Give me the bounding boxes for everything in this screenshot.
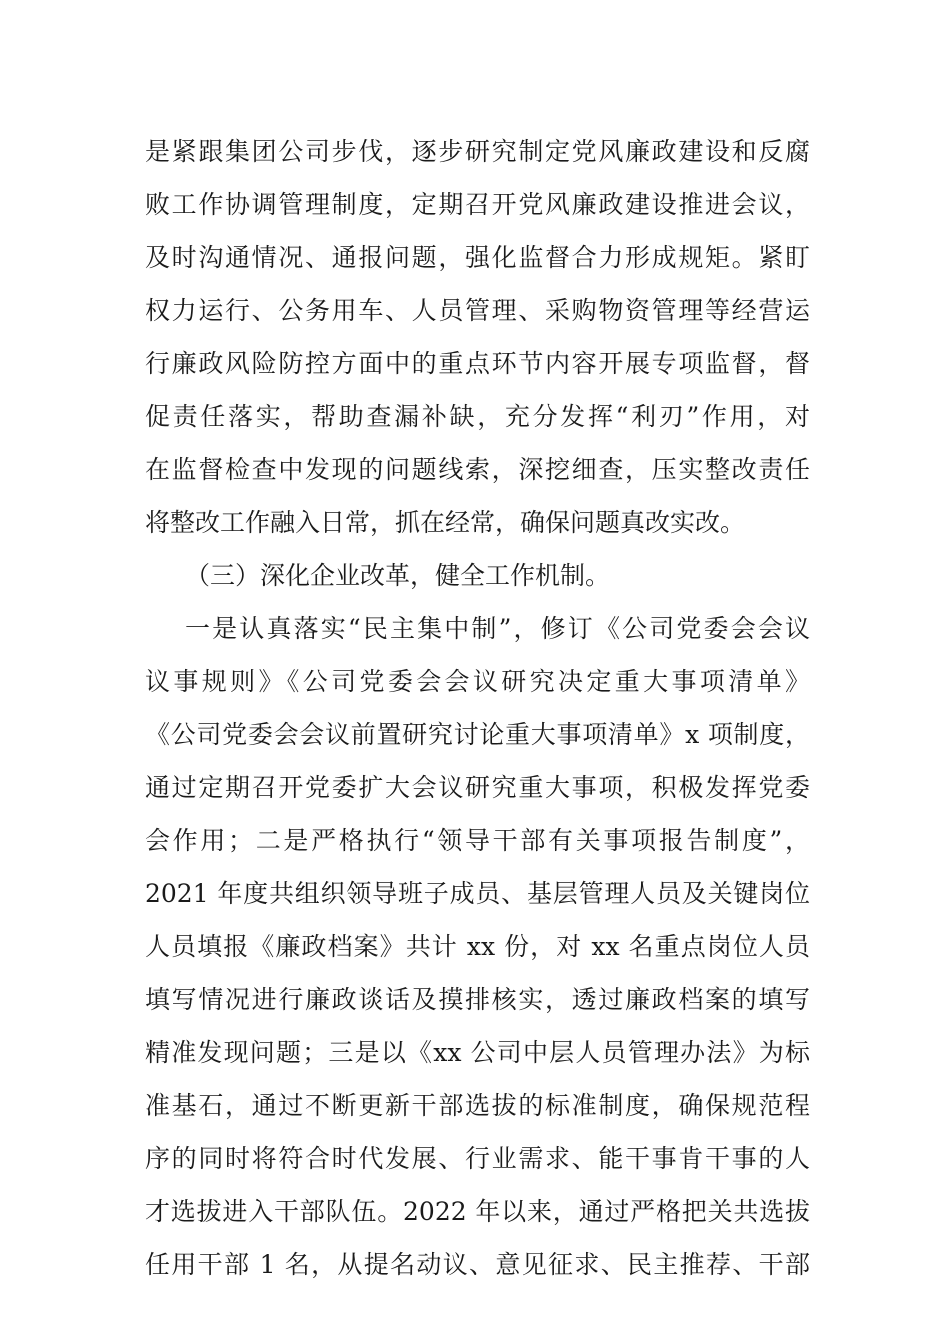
body-line: 一是认真落实“民主集中制”，修订《公司党委会会议 <box>185 614 810 643</box>
body-line: 人员填报《廉政档案》共计 xx 份，对 xx 名重点岗位人员 <box>145 932 810 961</box>
body-line: 精准发现问题；三是以《xx 公司中层人员管理办法》为标 <box>145 1038 810 1067</box>
body-line: 败工作协调管理制度，定期召开党风廉政建设推进会议， <box>145 190 810 219</box>
body-line: 序的同时将符合时代发展、行业需求、能干事肯干事的人 <box>145 1144 810 1173</box>
body-line: 才选拔进入干部队伍。2022 年以来，通过严格把关共选拔 <box>145 1197 810 1226</box>
body-line: 准基石，通过不断更新干部选拔的标准制度，确保规范程 <box>145 1091 810 1120</box>
body-line: 行廉政风险防控方面中的重点环节内容开展专项监督，督 <box>145 349 810 378</box>
body-line: 将整改工作融入日常，抓在经常，确保问题真改实改。 <box>145 508 746 537</box>
body-line: 议事规则》《公司党委会会议研究决定重大事项清单》 <box>145 667 810 696</box>
body-line: 通过定期召开党委扩大会议研究重大事项，积极发挥党委 <box>145 773 810 802</box>
body-line: 权力运行、公务用车、人员管理、采购物资管理等经营运 <box>145 296 810 325</box>
body-line: 填写情况进行廉政谈话及摸排核实，透过廉政档案的填写 <box>145 985 810 1014</box>
body-line: 促责任落实，帮助查漏补缺，充分发挥“利刃”作用，对 <box>145 402 810 431</box>
body-line: 在监督检查中发现的问题线索，深挖细查，压实整改责任 <box>145 455 810 484</box>
body-line: 2021 年度共组织领导班子成员、基层管理人员及关键岗位 <box>145 879 810 908</box>
body-line: 《公司党委会会议前置研究讨论重大事项清单》x 项制度， <box>145 720 810 749</box>
body-line: 是紧跟集团公司步伐，逐步研究制定党风廉政建设和反腐 <box>145 137 810 166</box>
section-heading: （三）深化企业改革，健全工作机制。 <box>185 561 611 590</box>
body-line: 会作用；二是严格执行“领导干部有关事项报告制度”， <box>145 826 810 855</box>
body-line: 任用干部 1 名，从提名动议、意见征求、民主推荐、干部 <box>145 1250 810 1279</box>
document-body <box>145 125 810 1291</box>
body-line: 及时沟通情况、通报问题，强化监督合力形成规矩。紧盯 <box>145 243 810 272</box>
